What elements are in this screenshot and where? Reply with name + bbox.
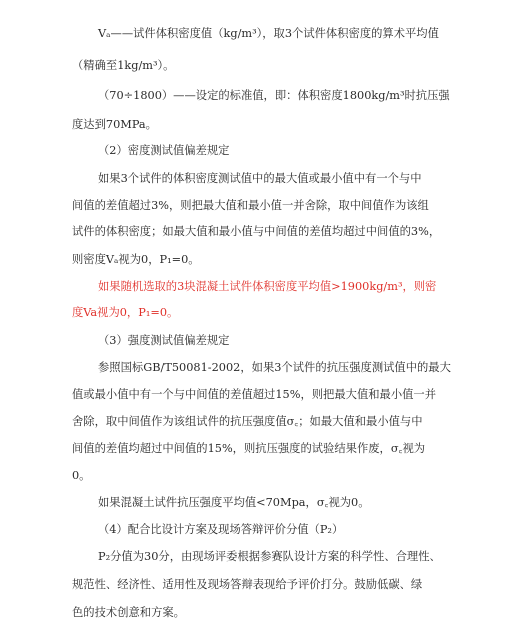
text-line: 度达到70MPa。	[72, 118, 157, 131]
text-line: Vₐ——试件体积密度值（kg/m³），取3个试件体积密度的算术平均值	[98, 27, 439, 40]
text-line: 如果3个试件的体积密度测试值中的最大值或最小值中有一个与中	[98, 172, 422, 185]
text-line: 值或最小值中有一个与中间值的差值超过15%，则把最大值和最小值一并	[72, 388, 437, 401]
highlight-line: 如果随机选取的3块混凝土试件体积密度平均值>1900kg/m³，则密	[98, 280, 437, 293]
section-heading: （3）强度测试值偏差规定	[98, 334, 230, 347]
text-line: 参照国标GB/T50081-2002，如果3个试件的抗压强度测试值中的最大	[98, 361, 451, 374]
text-line: 色的技术创意和方案。	[72, 606, 185, 619]
highlight-line: 度Va视为0，P₁=0。	[72, 306, 179, 319]
text-line: P₂分值为30分，由现场评委根据参赛队设计方案的科学性、合理性、	[98, 550, 441, 563]
text-line: （精确至1kg/m³）。	[72, 59, 175, 72]
text-line: 0。	[72, 469, 91, 482]
text-line: 规范性、经济性、适用性及现场答辩表现给予评价打分。鼓励低碳、绿	[72, 578, 423, 591]
text-line: 间值的差值均超过中间值的15%，则抗压强度的试验结果作废，σ꜀视为	[72, 442, 426, 455]
text-line: 如果混凝土试件抗压强度平均值<70Mpa，σ꜀视为0。	[98, 496, 370, 509]
text-line: 试件的体积密度；如最大值和最小值与中间值的差值均超过中间值的3%，	[72, 225, 441, 238]
section-heading: （4）配合比设计方案及现场答辩评价分值（P₂）	[98, 523, 344, 536]
text-line: 间值的差值超过3%，则把最大值和最小值一并舍除，取中间值作为该组	[72, 199, 429, 212]
section-heading: （2）密度测试值偏差规定	[98, 144, 230, 157]
text-line: 则密度Vₐ视为0，P₁=0。	[72, 253, 200, 266]
text-line: （70÷1800）——设定的标准值，即：体积密度1800kg/m³时抗压强	[98, 89, 450, 102]
text-line: 舍除，取中间值作为该组试件的抗压强度值σ꜀；如最大值和最小值与中	[72, 415, 423, 428]
